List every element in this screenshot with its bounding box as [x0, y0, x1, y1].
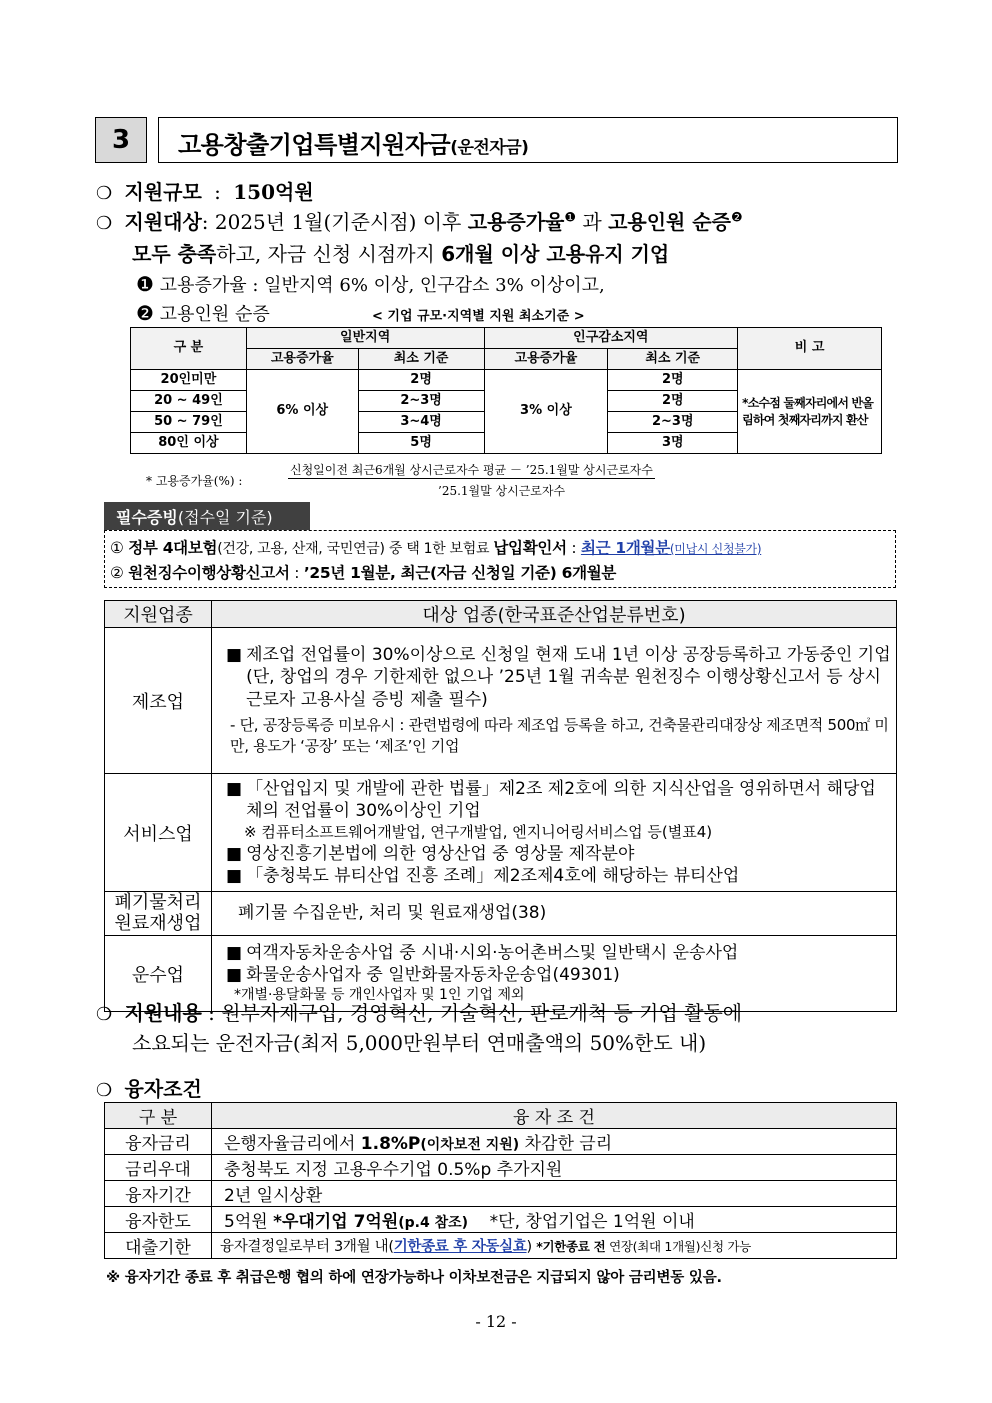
- transport-item-2: 화물운송사업자 중 일반화물자동차운송업(49301): [246, 964, 620, 985]
- service-item-1: 「산업입지 및 개발에 관한 법률」제2조 제2호에 의한 지식산업을 영위하면서 해당업체의 전업률이 30%이상인 기업: [246, 778, 876, 821]
- industry-manufacturing-label: 제조업: [105, 628, 212, 774]
- criteria-sub-min: 최소 기준: [608, 349, 738, 370]
- loan-deadline-label: 대출기한: [105, 1233, 212, 1259]
- support-content: ❍ 지원내용 : 원부자재구입, 경영혁신, 기술혁신, 판로개척 등 기업 활동에: [96, 1001, 743, 1025]
- criteria-sub-min: 최소 기준: [358, 349, 484, 370]
- transport-note: *개별·용달화물 등 개인사업자 및 1인 기업 제외: [234, 986, 525, 1003]
- table-row: [105, 1233, 897, 1259]
- formula-numerator: 신청일이전 최근6개월 상시근로자수 평균 － ’25.1월말 상시근로자수: [290, 463, 653, 477]
- criteria-table: [130, 327, 882, 454]
- target-item-2: ❷ 고용인원 순증: [136, 301, 270, 325]
- table-row: [105, 1181, 897, 1207]
- loan-pref-value: 충청북도 지정 고용우수기업 0.5%p 추가지원: [212, 1155, 897, 1181]
- support-scale: ❍ 지원규모 : 150억원: [96, 180, 314, 204]
- service-item-1-note: ※ 컴퓨터소프트웨어개발업, 연구개발업, 엔지니어링서비스업 등(별표4): [244, 823, 713, 841]
- loan-deadline-value: 융자결정일로부터 3개월 내(기한종료 후 자동실효) *기한종료 전 연장(최대 1개월)신청 가능: [212, 1233, 897, 1259]
- evidence-item-2: ② 원천징수이행상황신고서 : ’25년 1월분, 최근(자금 신청일 기준) 6개월분: [110, 564, 617, 582]
- criteria-header-note: 비 고: [738, 328, 882, 370]
- table-row: 80인 이상 5명 3명: [131, 433, 882, 454]
- support-content-line2: 소요되는 운전자금(최저 5,000만원부터 연매출액의 50%한도 내): [132, 1031, 707, 1055]
- loan-header-category: 구 분: [105, 1103, 212, 1129]
- criteria-sub-rate: 고용증가율: [246, 349, 358, 370]
- manufacturing-sub: - 단, 공장등록증 미보유시 : 관련법령에 따라 제조업 등록을 하고, 건축물관리대장상 제조면적 500㎡ 미만, 용도가 ‘공장’ 또는 ‘제조’인 기업: [230, 715, 889, 755]
- criteria-sub-rate: 고용증가율: [484, 349, 608, 370]
- formula-denominator: ’25.1월말 상시근로자수: [438, 484, 566, 498]
- support-target: ❍ 지원대상: 2025년 1월(기준시점) 이후 고용증가율$^❶$ 과 고용인원 순증$^❷$: [96, 210, 743, 234]
- service-item-2: 영상진흥기본법에 의한 영상산업 중 영상물 제작분야: [246, 844, 635, 864]
- industries-header-target: 대상 업종(한국표준산업분류번호): [212, 601, 897, 628]
- loan-rate-value: 은행자율금리에서 1.8%P(이차보전 지원) 차감한 금리: [212, 1129, 897, 1155]
- table-row: 제조업 ■ 제조업 전업률이 30%이상으로 신청일 현재 도내 1년 이상 공장등록하고 가동중인 기업(단, 창업의 경우 기한제한 없으나 ’25년 1월 귀속분 원천징수 이행상황신고서 등 상시근로자 고용사실 증빙 제출 필수) - 단, 공장등록증 미보유시 : 관련법령에 따라 제조업 등록을 하고, 건축물관리대장상 제조면적 500㎡ 미만, 용도가 ‘공장’ 또는 ‘제조’인 기업: [105, 628, 897, 774]
- manufacturing-item: 제조업 전업률이 30%이상으로 신청일 현재 도내 1년 이상 공장등록하고 가동중인 기업(단, 창업의 경우 기한제한 없으나 ’25년 1월 귀속분 원천징수 이행상황신고서 등 상시근로자 고용사실 증빙 제출 필수): [246, 645, 891, 710]
- industries-header-type: 지원업종: [105, 601, 212, 628]
- table-row: 서비스업 ■ 「산업입지 및 개발에 관한 법률」제2조 제2호에 의한 지식산업을 영위하면서 해당업체의 전업률이 30%이상인 기업 ※ 컴퓨터소프트웨어개발업, 연구개발업, 엔지니어링서비스업 등(별표4) ■ 영상진흥기본법에 의한 영상산업 중 영상물 제작분야 ■ 「충청북도 뷰티산업 진흥 조례」제2조제4호에 해당하는 뷰티산업: [105, 774, 897, 892]
- loan-period-value: 2년 일시상환: [212, 1181, 897, 1207]
- industry-waste-label-2: 원료재생업: [114, 912, 202, 934]
- criteria-header-depop: 인구감소지역: [484, 328, 738, 349]
- industries-table: [104, 600, 897, 1012]
- section-number: 3: [95, 117, 147, 163]
- loan-pref-label: 금리우대: [105, 1155, 212, 1181]
- table-row: 20 ~ 49인 2~3명 2명: [131, 391, 882, 412]
- criteria-table-caption: < 기업 규모·지역별 지원 최소기준 >: [372, 309, 585, 324]
- loan-footnote: ※ 융자기간 종료 후 취급은행 협의 하에 연장가능하나 이차보전금은 지급되지 않아 금리변동 있음.: [106, 1270, 722, 1286]
- table-row: 50 ~ 79인 3~4명 2~3명: [131, 412, 882, 433]
- general-rate: 6% 이상: [246, 370, 358, 454]
- loan-heading: ❍ 융자조건: [96, 1077, 202, 1101]
- section-title: 고용창출기업특별지원자금(운전자금): [178, 131, 529, 159]
- table-row: [105, 892, 897, 936]
- table-row: [105, 1207, 897, 1233]
- loan-table: [104, 1102, 897, 1259]
- waste-item: 폐기물 수집운반, 처리 및 원료재생업(38): [238, 903, 547, 924]
- loan-limit-value: 5억원 *우대기업 7억원(p.4 참조) *단, 창업기업은 1억원 이내: [212, 1207, 897, 1233]
- table-row: [105, 1129, 897, 1155]
- industry-waste-label-1: 폐기물처리: [114, 891, 202, 913]
- criteria-note: *소수점 둘째자리에서 반올림하여 첫째자리까지 환산: [738, 370, 882, 454]
- depop-rate: 3% 이상: [484, 370, 608, 454]
- service-item-3: 「충청북도 뷰티산업 진흥 조례」제2조제4호에 해당하는 뷰티산업: [246, 866, 740, 887]
- evidence-label: 필수증빙 (접수일 기준): [104, 502, 310, 530]
- loan-limit-label: 융자한도: [105, 1207, 212, 1233]
- formula-prefix: * 고용증가율(%) :: [146, 474, 243, 488]
- industry-transport-label: 운수업: [105, 936, 212, 1012]
- criteria-header-general: 일반지역: [246, 328, 484, 349]
- evidence-item-1: ① 정부 4대보험(건강, 고용, 산재, 국민연금) 중 택 1한 보험료 납입확인서 : 최근 1개월분(미납시 신청불가): [110, 539, 762, 557]
- transport-item-1: 여객자동차운송사업 중 시내·시외·농어촌버스및 일반택시 운송사업: [246, 942, 739, 963]
- criteria-header-category: 구 분: [131, 328, 247, 370]
- table-row: [105, 1155, 897, 1181]
- support-target-line2: 모두 충족하고, 자금 신청 시점까지 6개월 이상 고용유지 기업: [132, 242, 670, 266]
- page-number: - 12 -: [475, 1312, 517, 1331]
- loan-period-label: 융자기간: [105, 1181, 212, 1207]
- loan-header-conditions: 융 자 조 건: [212, 1103, 897, 1129]
- loan-rate-label: 융자금리: [105, 1129, 212, 1155]
- target-item-1: ❶ 고용증가율 : 일반지역 6% 이상, 인구감소 3% 이상이고,: [136, 272, 605, 296]
- industry-service-label: 서비스업: [105, 774, 212, 892]
- table-row: 운수업 ■ 여객자동차운송사업 중 시내·시외·농어촌버스및 일반택시 운송사업 ■ 화물운송사업자 중 일반화물자동차운송업(49301) *개별·용달화물 등 개인사업자 및 1인 기업 제외: [105, 936, 897, 1012]
- table-row: 20인미만 6% 이상 2명 3% 이상 2명 *소수점 둘째자리에서 반올림하여 첫째자리까지 환산: [131, 370, 882, 391]
